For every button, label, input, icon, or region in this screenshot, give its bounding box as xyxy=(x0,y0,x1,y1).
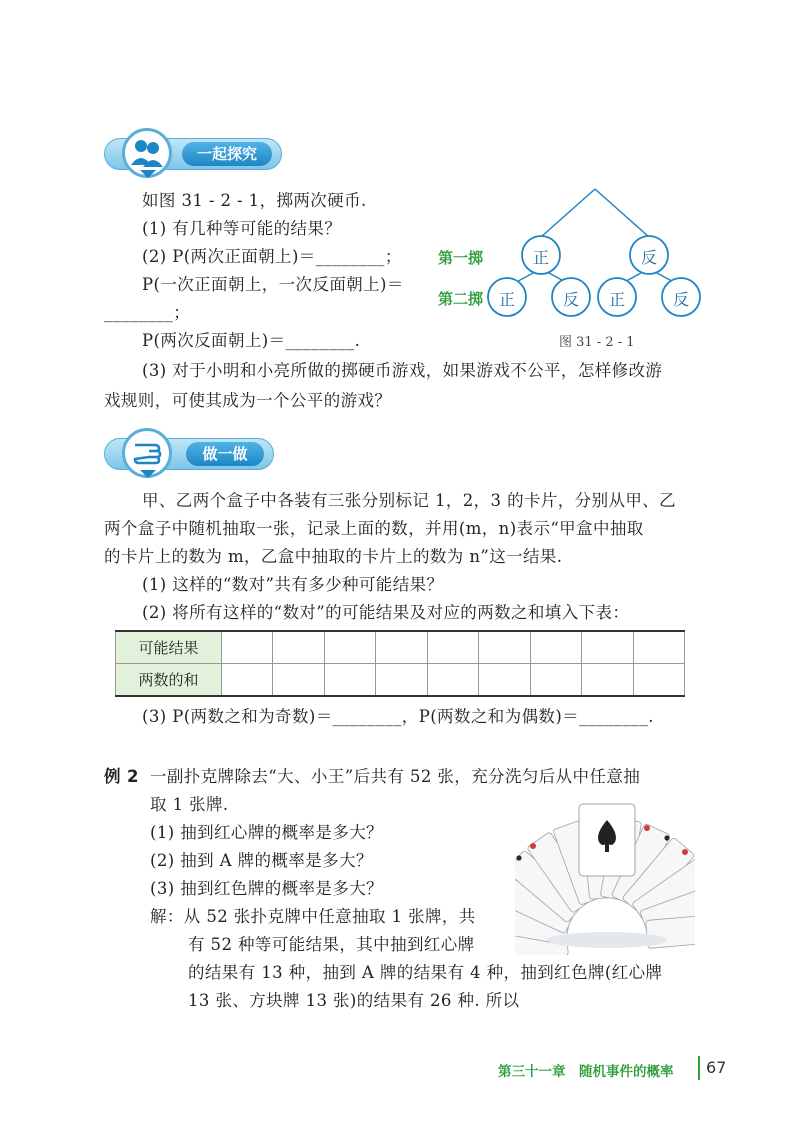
explore-q2a: (2) P(两次正面朝上)＝________； xyxy=(142,247,402,266)
table-cell[interactable] xyxy=(582,664,633,697)
doit-p2: 两个盒子中随机抽取一张，记录上面的数，并用(m，n)表示“甲盒中抽取 xyxy=(104,519,644,538)
doit-banner xyxy=(104,432,284,472)
explore-q3a: (3) 对于小明和小亮所做的掷硬币游戏，如果游戏不公平，怎样修改游 xyxy=(142,361,663,380)
banner-pointer-icon xyxy=(140,470,156,478)
table-row xyxy=(116,631,685,664)
table-cell[interactable] xyxy=(633,631,685,664)
table-cell[interactable] xyxy=(530,664,581,697)
table-row-header: 两数的和 xyxy=(116,664,222,697)
example-l1: 一副扑克牌除去“大、小王”后共有 52 张，充分洗匀后从中任意抽 xyxy=(150,767,641,786)
coin-tree-diagram xyxy=(425,185,715,350)
example-label: 例 2 xyxy=(104,767,139,786)
table-cell[interactable] xyxy=(273,664,324,697)
doit-p1: 甲、乙两个盒子中各装有三张分别标记 1，2，3 的卡片，分别从甲、乙 xyxy=(142,491,677,510)
table-cell[interactable] xyxy=(427,664,478,697)
table-cell[interactable] xyxy=(324,631,375,664)
table-cell[interactable] xyxy=(530,631,581,664)
explore-intro: 如图 31 - 2 - 1，掷两次硬币. xyxy=(142,191,367,210)
example-q1: (1) 抽到红心牌的概率是多大？ xyxy=(150,823,384,842)
table-cell[interactable] xyxy=(479,631,530,664)
page-number: 67 xyxy=(706,1058,727,1077)
explore-q1: (1) 有几种等可能的结果？ xyxy=(142,219,342,238)
explore-q3b: 戏规则，可使其成为一个公平的游戏？ xyxy=(104,391,392,410)
example-s1: 解：从 52 张扑克牌中任意抽取 1 张牌，共 xyxy=(150,907,476,926)
first-throw-label: 第一掷 xyxy=(438,249,484,267)
node-tails-2b: 反 xyxy=(672,290,689,309)
table-cell[interactable] xyxy=(479,664,530,697)
doit-q3: (3) P(两数之和为奇数)＝________，P(两数之和为偶数)＝________. xyxy=(142,707,654,726)
example-l2: 取 1 张牌. xyxy=(150,795,229,814)
table-cell[interactable] xyxy=(633,664,685,697)
example-q3: (3) 抽到红色牌的概率是多大？ xyxy=(150,879,384,898)
table-row-header: 可能结果 xyxy=(116,631,222,664)
explore-q2d: P(两次反面朝上)＝________. xyxy=(142,331,361,350)
node-heads-2b: 正 xyxy=(608,290,625,309)
explore-banner xyxy=(104,132,284,172)
doit-q2: (2) 将所有这样的“数对”的可能结果及对应的两数之和填入下表： xyxy=(142,603,630,622)
example-s2: 有 52 种等可能结果，其中抽到红心牌 xyxy=(188,935,475,954)
table-row xyxy=(116,664,685,697)
example-q2: (2) 抽到 A 牌的概率是多大？ xyxy=(150,851,373,870)
node-tails-2a: 反 xyxy=(562,290,579,309)
table-cell[interactable] xyxy=(222,631,273,664)
figure-caption: 图 31 - 2 - 1 xyxy=(559,335,635,350)
example-s3: 的结果有 13 种，抽到 A 牌的结果有 4 种，抽到红色牌(红心牌 xyxy=(188,963,663,982)
doit-label: 做一做 xyxy=(186,442,264,466)
second-throw-label: 第二掷 xyxy=(438,290,484,308)
banner-pointer-icon xyxy=(140,170,156,178)
table-cell[interactable] xyxy=(273,631,324,664)
chapter-title: 第三十一章 随机事件的概率 xyxy=(498,1064,674,1080)
example-s4: 13 张、方块牌 13 张)的结果有 26 种. 所以 xyxy=(188,991,520,1010)
explore-q2c: ________； xyxy=(104,303,191,322)
table-cell[interactable] xyxy=(427,631,478,664)
footer-divider xyxy=(698,1056,700,1080)
table-cell[interactable] xyxy=(376,664,427,697)
table-cell[interactable] xyxy=(324,664,375,697)
doit-p3: 的卡片上的数为 m，乙盒中抽取的卡片上的数为 n”这一结果. xyxy=(104,547,563,566)
doit-q1: (1) 这样的“数对”共有多少种可能结果？ xyxy=(142,575,444,594)
node-tails-1: 反 xyxy=(640,248,657,267)
node-heads-1: 正 xyxy=(532,248,549,267)
table-cell[interactable] xyxy=(376,631,427,664)
table-cell[interactable] xyxy=(222,664,273,697)
playing-cards-image xyxy=(515,790,695,955)
explore-q2b: P(一次正面朝上，一次反面朝上)＝ xyxy=(142,275,404,294)
explore-label: 一起探究 xyxy=(182,142,272,166)
table-cell[interactable] xyxy=(582,631,633,664)
result-table xyxy=(115,630,685,697)
node-heads-2a: 正 xyxy=(498,290,515,309)
